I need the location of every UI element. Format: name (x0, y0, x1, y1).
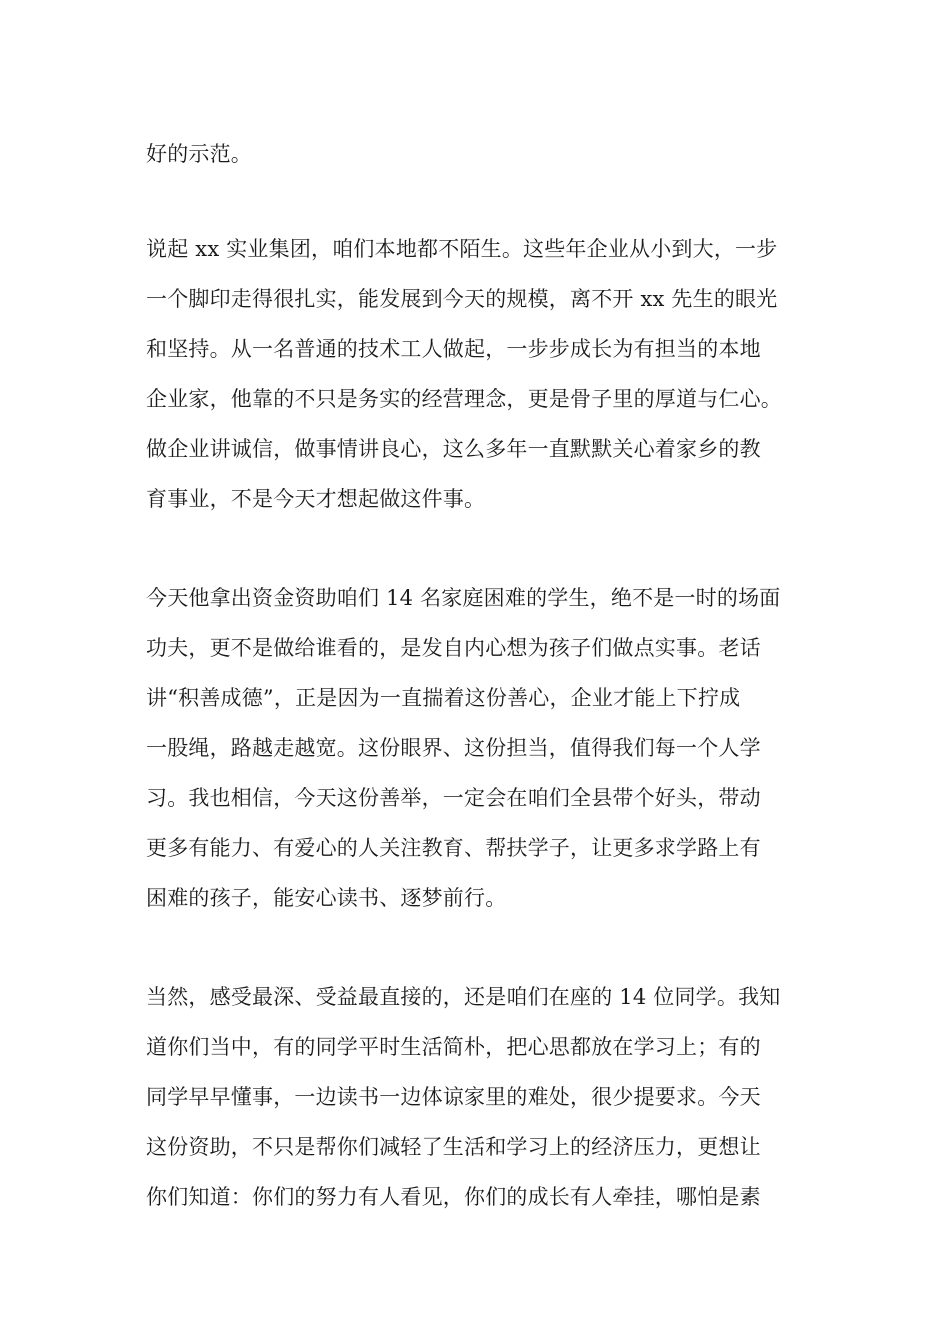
text-line: 一个脚印走得很扎实，能发展到今天的规模，离不开 xx 先生的眼光 (146, 287, 778, 311)
text-line: 道你们当中，有的同学平时生活简朴，把心思都放在学习上；有的 (146, 1035, 761, 1059)
text-line: 讲“积善成德”，正是因为一直揣着这份善心，企业才能上下拧成 (146, 686, 741, 710)
text-line: 说起 xx 实业集团，咱们本地都不陌生。这些年企业从小到大，一步 (146, 237, 778, 261)
text-line: 育事业，不是今天才想起做这件事。 (146, 487, 486, 511)
text-line: 今天他拿出资金资助咱们 14 名家庭困难的学生，绝不是一时的场面 (146, 586, 781, 610)
text-line: 当然，感受最深、受益最直接的，还是咱们在座的 14 位同学。我知 (146, 985, 781, 1009)
text-line: 同学早早懂事，一边读书一边体谅家里的难处，很少提要求。今天 (146, 1085, 761, 1109)
text-line: 和坚持。从一名普通的技术工人做起，一步步成长为有担当的本地 (146, 337, 761, 361)
text-line: 这份资助，不只是帮你们减轻了生活和学习上的经济压力，更想让 (146, 1135, 761, 1159)
text-line: 企业家，他靠的不只是务实的经营理念，更是骨子里的厚道与仁心。 (146, 387, 782, 411)
text-line: 更多有能力、有爱心的人关注教育、帮扶学子，让更多求学路上有 (146, 836, 761, 860)
text-line: 一股绳，路越走越宽。这份眼界、这份担当，值得我们每一个人学 (146, 736, 761, 760)
text-line: 困难的孩子，能安心读书、逐梦前行。 (146, 886, 507, 910)
text-line: 做企业讲诚信，做事情讲良心，这么多年一直默默关心着家乡的教 (146, 437, 761, 461)
text-line: 习。我也相信，今天这份善举，一定会在咱们全县带个好头，带动 (146, 786, 761, 810)
text-line: 功夫，更不是做给谁看的，是发自内心想为孩子们做点实事。老话 (146, 636, 761, 660)
text-line: 你们知道：你们的努力有人看见，你们的成长有人牵挂，哪怕是素 (146, 1185, 761, 1209)
text-line: 好的示范。 (146, 142, 252, 166)
